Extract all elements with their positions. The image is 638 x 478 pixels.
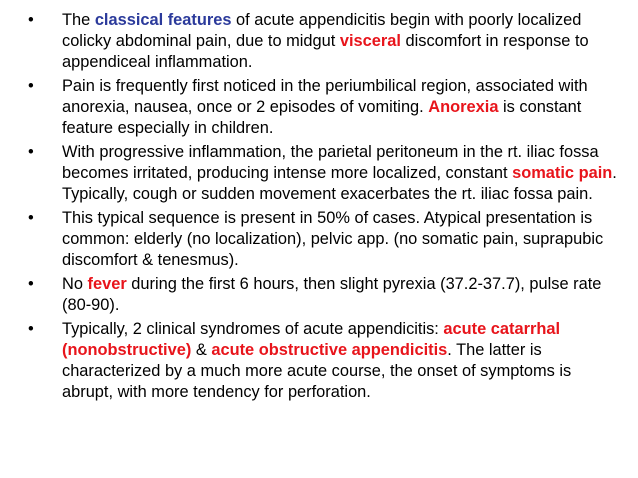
- text-segment: No: [62, 275, 88, 294]
- highlight-classical-features: classical features: [94, 11, 232, 29]
- text-segment: discomfort in response to appendiceal inflammation.: [62, 31, 589, 71]
- highlight-somatic-pain: somatic pain: [512, 163, 613, 182]
- highlight-anorexia: Anorexia: [428, 97, 499, 116]
- text-segment: during the first 6 hours, then slight pyrexia (37.2-37.7), pulse rate (80-90).: [62, 275, 602, 314]
- bullet-icon: •: [28, 143, 34, 162]
- highlight-visceral: visceral: [339, 31, 401, 50]
- text-segment: . Typically, cough or sudden movement exacerbates the rt. iliac fossa pain.: [62, 163, 617, 203]
- bullet-icon: •: [28, 209, 34, 228]
- text-segment: Pain is frequently first noticed in the periumbilical region, associated with anorexia, nausea, once or 2 episodes of vomiting.: [62, 77, 588, 116]
- bullet-item-typical-sequence: [28, 208, 618, 271]
- bullet-icon: •: [28, 275, 34, 294]
- bullet-item-somatic-pain: [28, 142, 618, 205]
- bullet-list: [28, 10, 618, 406]
- bullet-item-classical-features: [28, 10, 618, 73]
- bullet-icon: •: [28, 11, 34, 29]
- text-segment: With progressive inflammation, the parietal peritoneum in the rt. iliac fossa becomes irritated, producing intense more localized, constant: [62, 143, 599, 182]
- highlight-acute-catarrhal: acute catarrhal (nonobstructive): [62, 320, 561, 360]
- highlight-acute-obstructive: acute obstructive appendicitis: [211, 341, 448, 360]
- highlight-fever: fever: [87, 275, 127, 294]
- text-segment: The: [62, 11, 95, 29]
- text-segment: This typical sequence is present in 50% of cases. Atypical presentation is common: elderly (no localization), pelvic app. (no somatic pain, suprapubic discomfort & tenesmus).: [62, 209, 604, 269]
- text-segment: Typically, 2 clinical syndromes of acute appendicitis:: [62, 320, 444, 339]
- text-segment: of acute appendicitis begin with poorly localized colicky abdominal pain, due to midgut: [62, 11, 582, 50]
- text-segment: &: [191, 341, 212, 360]
- text-segment: . The latter is characterized by a much more acute course, the onset of symptoms is abrupt, with more tendency for perforation.: [62, 341, 572, 401]
- text-segment: is constant feature especially in children.: [62, 97, 582, 137]
- bullet-icon: •: [28, 320, 34, 339]
- bullet-item-fever: [28, 274, 618, 316]
- bullet-item-pain-onset: [28, 76, 618, 139]
- bullet-icon: •: [28, 77, 34, 96]
- bullet-item-clinical-syndromes: [28, 319, 618, 403]
